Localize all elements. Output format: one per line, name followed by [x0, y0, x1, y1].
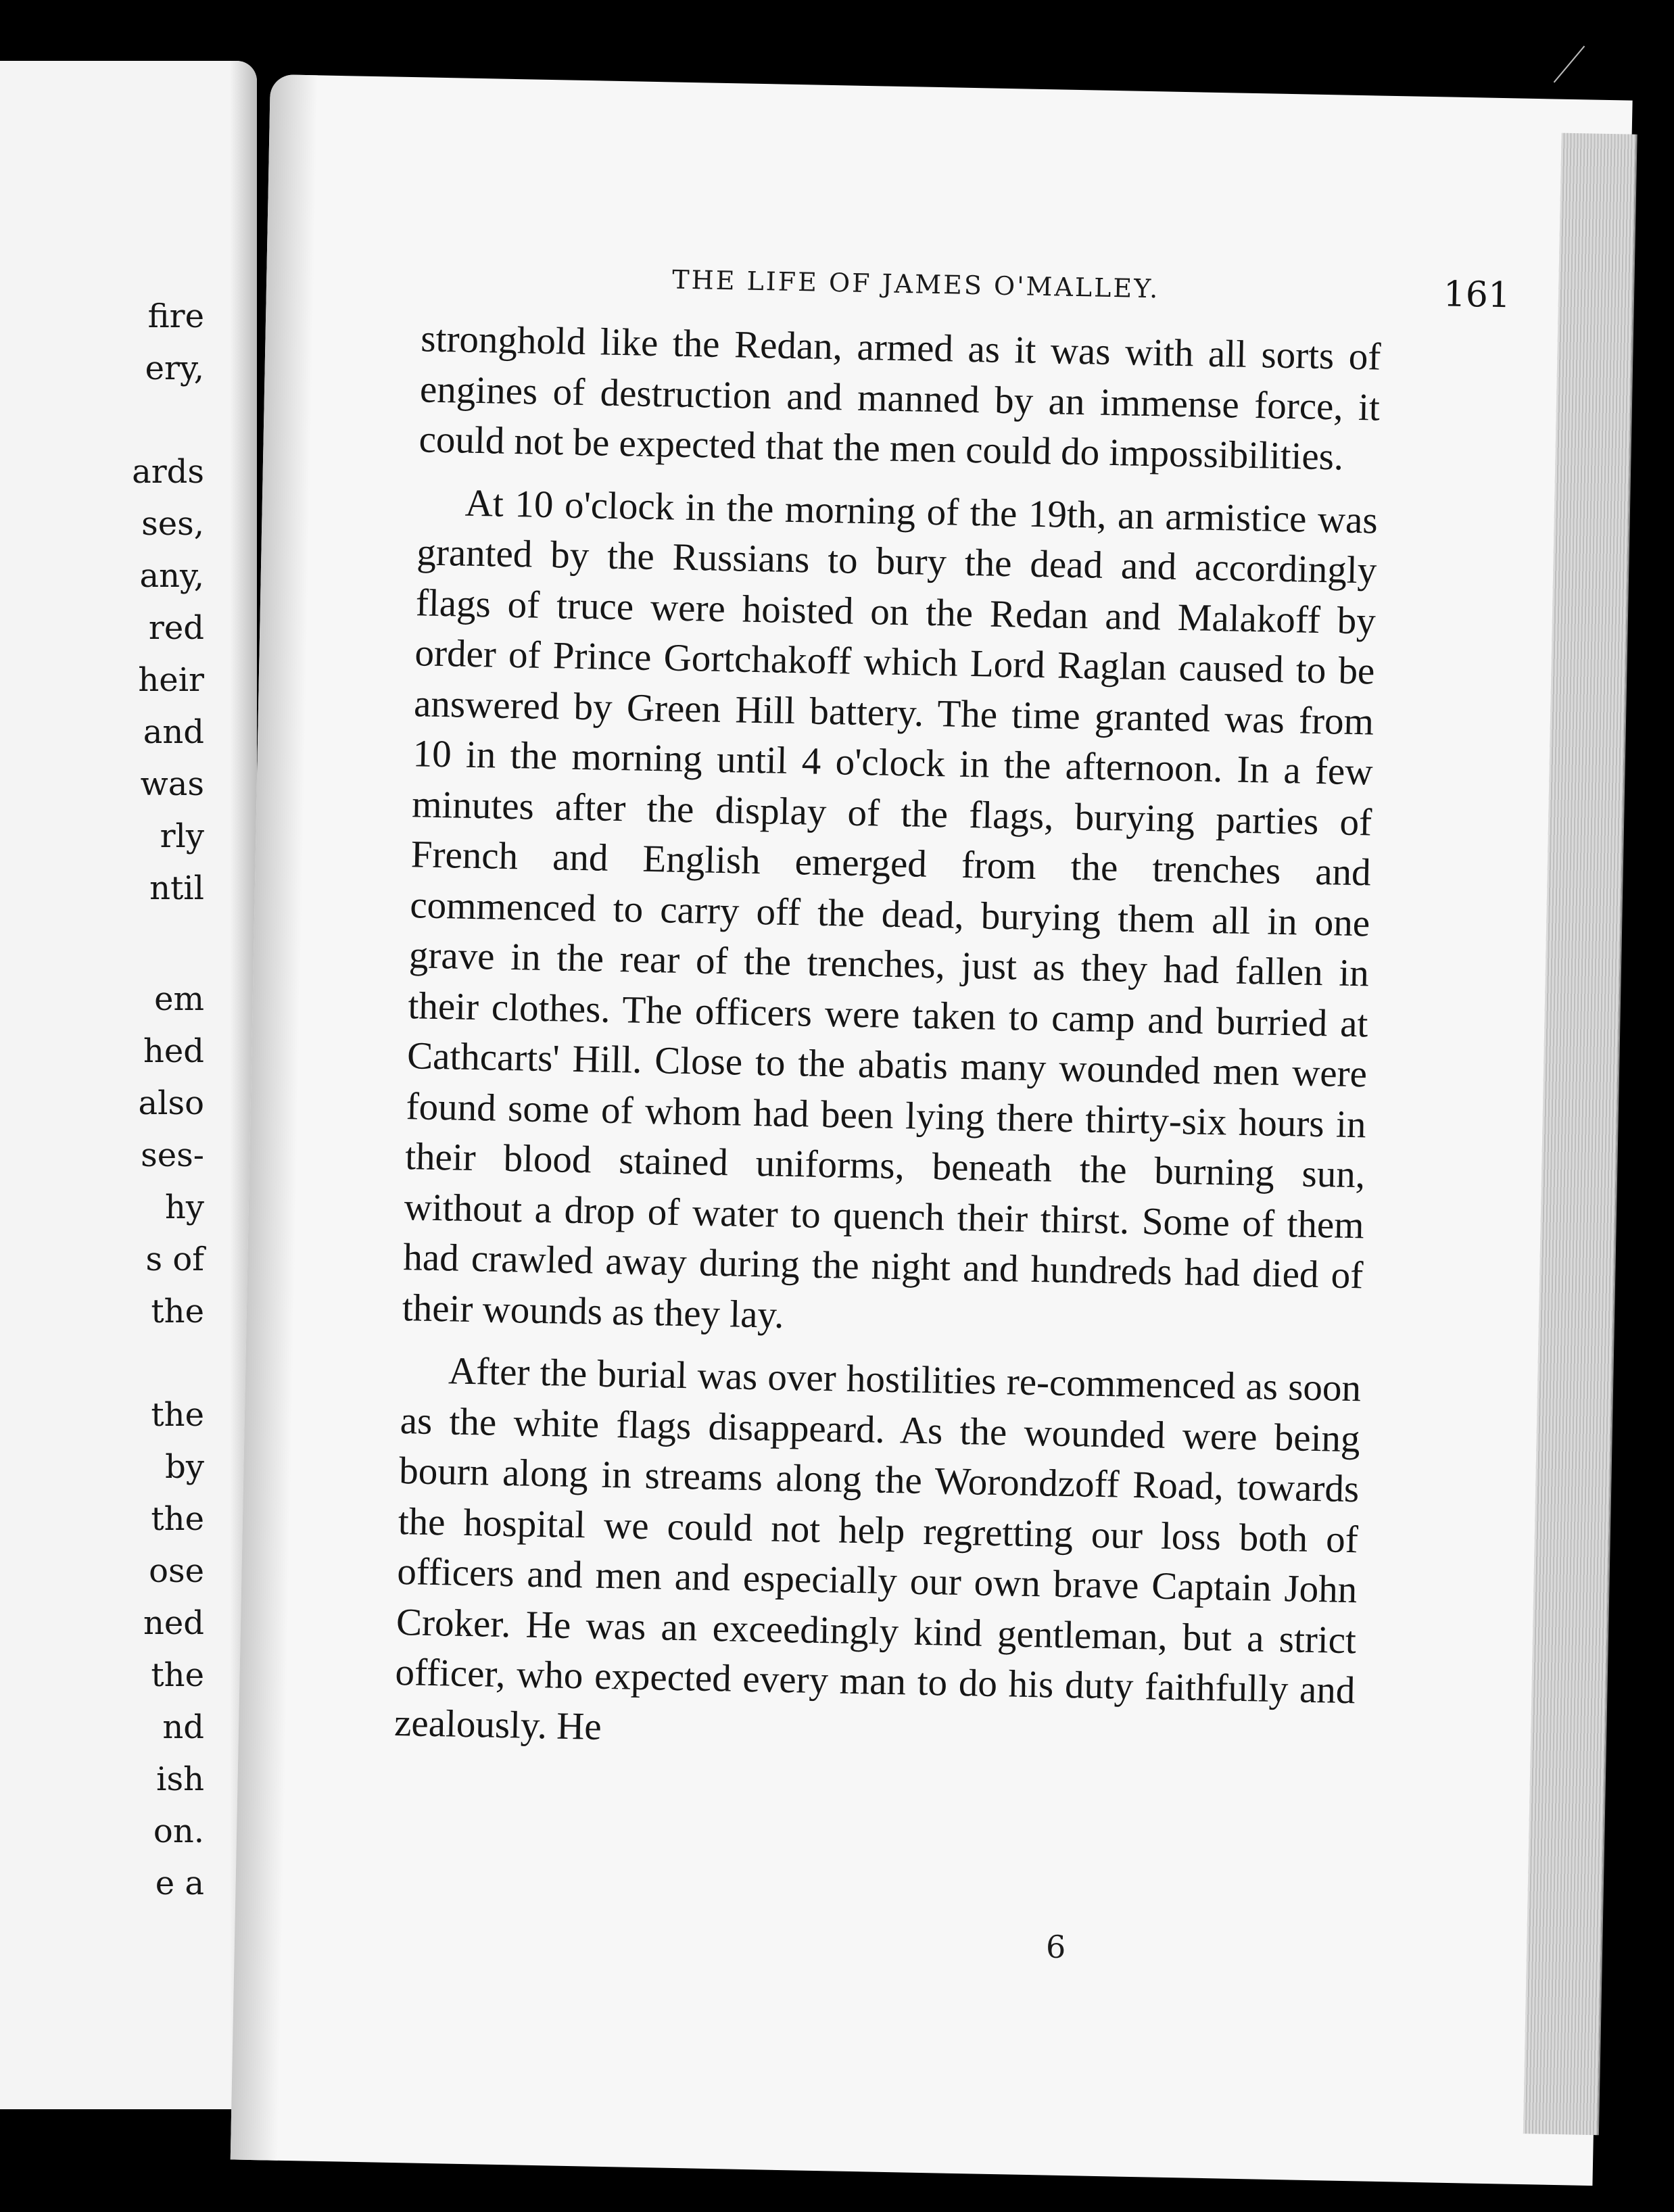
left-line-fragment: red [148, 609, 204, 647]
left-line-fragment: ses, [141, 505, 204, 543]
left-line-fragment: the [151, 1500, 204, 1538]
left-line-fragment: the [151, 1396, 204, 1434]
left-line-fragment: heir [138, 661, 204, 699]
left-line-fragment: s of [145, 1241, 204, 1278]
page-stack-edges [1523, 133, 1637, 2136]
left-line-fragment: e a [155, 1865, 204, 1902]
left-line-fragment: by [165, 1448, 204, 1486]
left-line-fragment: rly [160, 817, 204, 855]
left-line-fragment: the [151, 1293, 204, 1330]
page-number: 161 [1443, 274, 1511, 316]
left-line-fragment: ish [156, 1760, 204, 1798]
left-line-fragment: ery, [145, 350, 204, 387]
signature-mark: 6 [1045, 1928, 1066, 1966]
left-line-fragment: hed [143, 1032, 204, 1070]
left-line-fragment: ose [149, 1552, 204, 1590]
paragraph: After the burial was over hostilities re-commenced as soon as the white flags disappeard. As the wounded were being bourn along in streams along the Worondzoff Road, towards the hospital we could not help regretting our loss both of officers and men and especially our own brave Captain John Croker. He was an exceedingly kind gentleman, but a strict officer, who expected every man to do his duty faithfully and zealously. He [393, 1349, 1362, 1748]
left-line-fragment: also [138, 1084, 204, 1122]
left-line-fragment: any, [139, 557, 204, 595]
running-head: THE LIFE OF JAMES O'MALLEY. [671, 264, 1160, 304]
left-page [0, 61, 257, 2109]
left-line-fragment: fire [147, 297, 204, 335]
scan-scratch [1554, 46, 1585, 83]
left-line-fragment: ses- [141, 1136, 204, 1174]
left-line-fragment: em [154, 980, 204, 1018]
left-line-fragment: the [151, 1656, 204, 1694]
paragraph: stronghold like the Redan, armed as it was with all sorts of engines of destruction and manned by an immense force, it could not be expected that the men could do impossibilities. [418, 317, 1381, 479]
left-line-fragment: hy [164, 1188, 204, 1226]
paragraph: At 10 o'clock in the morning of the 19th, an armistice was granted by the Russians to bury the dead and accordingly flags of truce were hoisted on the Redan and Malakoff by order of Prince Gortchakoff which Lord Raglan caused to be answered by Green Hill battery. The time granted was from 10 in the morning until 4 o'clock in the afternoon. In a few minutes after the display of the flags, burying parties of French and English emerged from the trenches and commenced to carry off the dead, burying them all in one grave in the rear of the trenches, just as they had fallen in their clothes. The officers were taken to camp and burried at Cathcarts' Hill. Close to the abatis many wounded men were found some of whom had been lying there thirty-six hours in their blood stained uniforms, beneath the burning sun, without a drop of water to quench their thirst. Some of them had crawled away during the night and hundreds had died of their wounds as they lay. [402, 481, 1379, 1337]
right-page [231, 74, 1633, 2186]
left-line-fragment: ntil [149, 869, 204, 907]
left-line-fragment: and [143, 713, 204, 751]
left-line-fragment: nd [162, 1708, 204, 1746]
left-line-fragment: ards [132, 453, 204, 491]
left-line-fragment: was [140, 765, 204, 803]
left-line-fragment: on. [153, 1812, 204, 1850]
left-line-fragment: ned [143, 1604, 204, 1642]
body-text [393, 314, 1381, 1779]
